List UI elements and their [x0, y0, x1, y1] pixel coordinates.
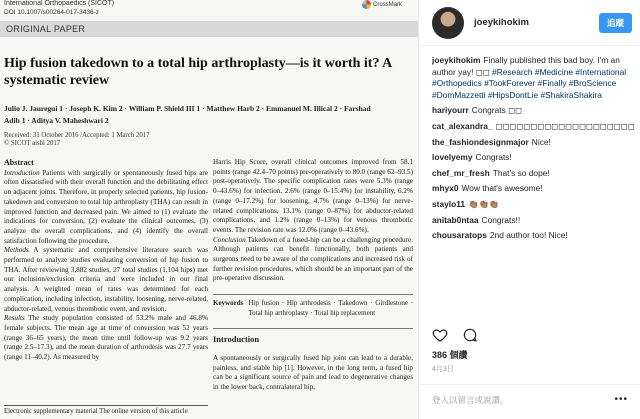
comment: [432, 168, 636, 180]
post-header: [420, 0, 640, 46]
comment-text: Wow that's awesome!: [461, 183, 543, 194]
hashtag-link[interactable]: #International: [575, 66, 627, 77]
abstract-conclusion: Conclusion Takedown of a fused-hip can be a challenging procedure. Although patients can benefit functionally, both patients and surgeons need to be aware of the complications and increased risk of further revision procedures, which should be an important part of the pre-operative discussion.: [213, 235, 413, 283]
intro-heading: Introduction: [213, 334, 260, 345]
abstract-methods: Methods A systematic and comprehensive literature search was performed to analyze studies evaluating conversion of hip fusion to THA. After reviewing 3,882 studies, 27 total studies (1,104 hips) met our inclusion/exclusion criteria and were included in our final analysis. A weighted mean of rates was determined for each complication, including infection, instability, loosening, nerve-related, abductor-related, venous thrombotic event, and revision.: [4, 246, 208, 313]
intro-text: A spontaneously or surgically fused hip joint can lead to a durable, painless, and stable hip [1]. However, in the long term, a fused hip can be a significant source of pain and lead to degenerative changes in the lower back, contralateral hip,: [213, 353, 413, 391]
header-username[interactable]: joeykihokim: [474, 17, 529, 28]
hashtag-link[interactable]: #Research: [492, 66, 533, 77]
post-sidebar: [420, 0, 640, 419]
comment-username[interactable]: the_fashiondesignmajor: [432, 136, 529, 147]
crossmark-label: CrossMark: [373, 1, 403, 8]
comment-text: Congrats ◻◻: [471, 105, 522, 116]
crossmark-icon: [362, 0, 371, 9]
footnote: Electronic supplementary material The online version of this article: [4, 405, 208, 415]
comment-text: ◻◻◻◻◻◻◻◻◻◻◻◻◻◻◻◻◻◻◻◻: [495, 120, 635, 131]
comment-username[interactable]: chousaratops: [432, 230, 487, 241]
paper-type-banner: ORIGINAL PAPER: [0, 21, 419, 37]
divider: [213, 328, 413, 329]
comment: [432, 121, 636, 133]
hashtag-link[interactable]: #ShakiraShakira: [540, 89, 602, 100]
more-options-icon[interactable]: •••: [614, 394, 628, 405]
hashtag-link[interactable]: #DomMazzetti: [432, 89, 486, 100]
abstract-column: [4, 158, 208, 363]
comment-text: That's so dope!: [492, 167, 550, 178]
comment-username[interactable]: anitab0ntaa: [432, 214, 479, 225]
comment: [432, 105, 636, 117]
action-bar: [432, 326, 636, 344]
hashtag-link[interactable]: #HipsDontLie: [487, 89, 539, 100]
comment: [432, 55, 636, 101]
comment-icon[interactable]: [462, 327, 478, 343]
like-count[interactable]: 386 個讚: [432, 350, 468, 360]
copyright: © SICOT aisbl 2017: [4, 140, 61, 147]
doi: DOI 10.1007/s00264-017-3436-z: [4, 9, 100, 16]
comment-username[interactable]: chef_mr_fresh: [432, 167, 490, 178]
abstract-results: Results The study population consisted of 53.2% male and 46.8% female subjects. The mean age at time of conversion was 52 years (range 36–65 years), the mean time until follow-up was 9.2 years (range 2.5–17.3), and the mean duration of arthrodesis was 27.7 years (range 11–40.2). As measured by: [4, 314, 208, 362]
add-comment-bar: [420, 384, 640, 414]
comment-text: 2nd author too! Nice!: [489, 230, 568, 241]
comment-input[interactable]: [432, 395, 612, 405]
keywords: [213, 299, 413, 318]
comment: [432, 183, 636, 195]
heart-icon[interactable]: [432, 327, 448, 343]
hashtag-link[interactable]: #Orthopedics: [432, 78, 482, 89]
keywords-list: Hip fusion · Hip arthrodesis · Takedown · Girdlestone · Total hip arthroplasty · Total hip replacement: [248, 299, 413, 317]
comment-username[interactable]: hariyourr: [432, 105, 469, 116]
paper-authors: Julio J. Jauregui 1 · Joseph K. Kim 2 · William P. Shield III 1 · Matthew Harb 2 · Emmanuel M. Illical 2 · Farshad Adib 1 · Aditya V. Maheshwari 2: [4, 104, 371, 125]
comment: [432, 152, 636, 164]
comment: [432, 137, 636, 149]
follow-button[interactable]: 追蹤: [599, 13, 632, 33]
paper-title: Hip fusion takedown to a total hip arthroplasty—is it worth it? A systematic review: [4, 56, 392, 88]
hashtag-link[interactable]: #Medicine: [534, 66, 574, 77]
post-date: 4月3日: [432, 366, 454, 373]
abstract-column-right: [213, 158, 413, 393]
comment-text: Nice!: [531, 136, 551, 147]
comment: [432, 199, 636, 211]
journal-name: International Orthopaedics (SICOT): [4, 0, 115, 7]
comment-username[interactable]: joeykihokim: [432, 55, 481, 65]
abstract-intro: Introduction Patients with surgically or spontaneously fused hips are often dissatisfied with their overall function and the debilitating effect on adjacent joints. Therefore, in properly selected patients, hip fusion-takedown and conversion to total hip arthroplasty (THA) can result in improved function and decreased pain. We aimed to (1) evaluate the indications for conversion, (2) evaluate the clinical outcomes, (3) analyze the overall complications, and (4) identify the overall satisfaction following the procedure.: [4, 168, 208, 245]
keywords-label: Keywords: [213, 299, 244, 308]
comment-username[interactable]: lovelyemy: [432, 152, 473, 163]
received-date: Received: 31 October 2016 /Accepted: 1 March 2017: [4, 132, 150, 139]
comment: [432, 230, 636, 242]
comment-username[interactable]: staylo11: [432, 198, 466, 209]
comment-text: Congrats!!: [481, 214, 521, 225]
hashtag-link[interactable]: #TookForever: [484, 78, 536, 89]
comment-text: 👏🏽👏🏽👏🏽: [468, 198, 500, 209]
hashtag-link[interactable]: #BroScience: [568, 78, 617, 89]
comment-text: Finally published this bad boy. I'm an author yay! ◻◻ #Research #Medicine #International #Orthopedics #TookForever #Finally #BroScience #DomMazzetti #HipsDontLie #ShakiraShakira: [432, 55, 627, 100]
crossmark-logo: [362, 0, 402, 9]
comment: [432, 215, 636, 227]
abstract-heading: Abstract: [4, 158, 34, 167]
avatar[interactable]: [432, 7, 464, 39]
abstract-results-cont: Harris Hip Score, overall clinical outcomes improved from 58.1 points (range 42.4–70 points) pre-operatively to 80.0 (range 62–93.5) post-operatively. The specific complication rates were 5.3% (range 0–43.6%) for infection, 2.6% (range 0–15.4%) for instability, 6.2% (range 0–17.2%) for loosening, 4.7% (range 0–13%) for nerve-related complications, 13.1% (range 0–87%) for abductor-related complications, and 1.2% (range 0–13%) for venous thrombotic events. The revision rate was 12.0% (range 0–43.6%).: [213, 158, 413, 234]
comment-list: [432, 55, 636, 246]
comment-text: Congrats!: [475, 152, 512, 163]
hashtag-link[interactable]: #Finally: [537, 78, 567, 89]
comment-username[interactable]: cat_alexandra_: [432, 120, 493, 131]
divider: [213, 294, 413, 295]
comment-username[interactable]: mhyx0: [432, 183, 459, 194]
